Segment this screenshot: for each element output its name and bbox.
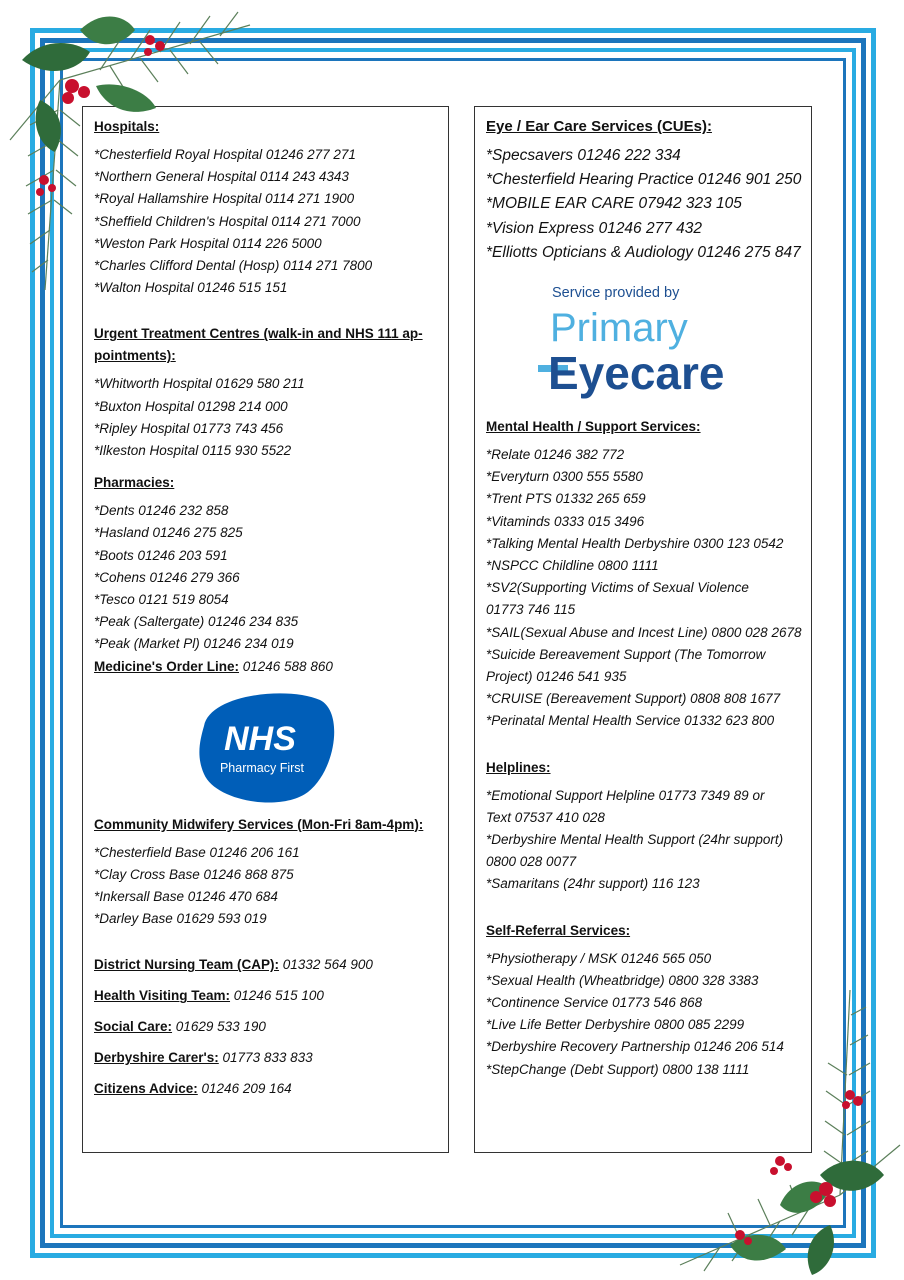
medicines-order-line-number: 01246 588 860	[239, 658, 333, 674]
holly-leaf	[96, 84, 156, 111]
list-item: *Sexual Health (Wheatbridge) 0800 328 3383	[486, 972, 759, 988]
pine-needles	[680, 990, 900, 1271]
contact-row-district-nursing	[94, 954, 437, 976]
contact-label: District Nursing Team (CAP):	[94, 957, 280, 973]
list-item: *Buxton Hospital 01298 214 000	[94, 398, 288, 414]
list-item: *Walton Hospital 01246 515 151	[94, 280, 288, 296]
self-referral-heading: Self-Referral Services:	[486, 922, 631, 938]
list-item: *Trent PTS 01332 265 659	[486, 491, 646, 507]
list-item: *CRUISE (Bereavement Support) 0808 808 1677	[486, 691, 781, 707]
urgent-heading-line1: Urgent Treatment Centres (walk-in and NHS 111 ap-	[94, 326, 423, 342]
nhs-logo-word: NHS	[223, 719, 296, 758]
list-item: *Everyturn 0300 555 5580	[486, 469, 643, 485]
list-item: *Specsavers 01246 222 334	[486, 147, 681, 164]
holly-leaf	[808, 1225, 834, 1275]
eyecare-tagline: Service provided by	[552, 285, 680, 302]
contact-number: 01246 515 100	[230, 988, 324, 1004]
holly-leaf	[80, 16, 135, 44]
contact-number: 01773 833 833	[218, 1050, 313, 1066]
list-item: *Physiotherapy / MSK 01246 565 050	[486, 950, 712, 966]
urgent-list	[94, 373, 437, 462]
helplines-heading: Helplines:	[486, 759, 551, 775]
list-item: Project) 01246 541 935	[486, 669, 627, 685]
helplines-section	[486, 757, 800, 896]
spacer	[94, 940, 437, 954]
contact-label: Citizens Advice:	[94, 1081, 198, 1097]
spacer	[486, 906, 800, 920]
list-item: *Chesterfield Royal Hospital 01246 277 271	[94, 147, 356, 162]
list-item: *Ripley Hospital 01773 743 456	[94, 420, 284, 436]
list-item: *Hasland 01246 275 825	[94, 525, 243, 541]
list-item: *SAIL(Sexual Abuse and Incest Line) 0800 028 2678	[486, 624, 802, 640]
pharmacies-list	[94, 500, 437, 655]
holly-decoration-bottom-right-icon	[670, 985, 904, 1280]
contact-row-social-care	[94, 1016, 437, 1038]
list-item: *Suicide Bereavement Support (The Tomorrow	[486, 646, 766, 662]
spacer	[486, 743, 800, 757]
list-item: *Talking Mental Health Derbyshire 0300 123 0542	[486, 535, 784, 551]
list-item: 01773 746 115	[486, 602, 576, 618]
nhs-pharmacy-first-logo	[196, 692, 336, 804]
list-item: 0800 028 0077	[486, 854, 577, 870]
primary-eyecare-logo	[536, 277, 761, 402]
list-item: *Chesterfield Hearing Practice 01246 901 250	[486, 171, 802, 189]
list-item: *Perinatal Mental Health Service 01332 623 800	[486, 713, 775, 729]
contact-number: 01629 533 190	[172, 1019, 266, 1035]
mental-health-list	[486, 444, 800, 733]
contact-row-health-visiting	[94, 985, 437, 1007]
eyecare-word-primary: Primary	[550, 306, 688, 351]
list-item: *Derbyshire Recovery Partnership 01246 206 514	[486, 1039, 784, 1055]
list-item: *Cohens 01246 279 366	[94, 569, 240, 585]
list-item: *Tesco 0121 519 8054	[94, 592, 229, 608]
contact-row-carers	[94, 1047, 437, 1069]
mental-health-heading: Mental Health / Support Services:	[486, 419, 701, 435]
holly-decoration-top-left-icon	[0, 0, 260, 300]
medicines-order-line-label: Medicine's Order Line:	[94, 658, 239, 674]
list-item: *Darley Base 01629 593 019	[94, 911, 267, 927]
list-item: *Samaritans (24hr support) 116 123	[486, 876, 700, 892]
midwifery-section	[94, 814, 437, 931]
eyecare-word-eyecare: Eyecare	[548, 347, 725, 400]
eye-ear-list	[486, 144, 800, 265]
list-item: *Derbyshire Mental Health Support (24hr support)	[486, 832, 784, 848]
contact-label: Health Visiting Team:	[94, 988, 231, 1004]
list-item: *StepChange (Debt Support) 0800 138 1111	[486, 1061, 750, 1077]
list-item: *Weston Park Hospital 0114 226 5000	[94, 235, 322, 251]
list-item: *Ilkeston Hospital 0115 930 5522	[94, 443, 292, 459]
list-item: *SV2(Supporting Victims of Sexual Violence	[486, 580, 749, 596]
urgent-treatment-section	[94, 323, 437, 462]
spacer	[94, 309, 437, 323]
list-item: *Elliotts Opticians & Audiology 01246 275 847	[486, 243, 801, 261]
list-item: *Royal Hallamshire Hospital 0114 271 1900	[94, 191, 355, 207]
list-item: *Sheffield Children's Hospital 0114 271 7000	[94, 213, 361, 229]
pharmacies-heading: Pharmacies:	[94, 475, 175, 491]
helplines-list	[486, 785, 800, 896]
mental-health-section	[486, 416, 800, 733]
list-item: *Peak (Saltergate) 01246 234 835	[94, 614, 299, 630]
list-item: *NSPCC Childline 0800 1111	[486, 558, 659, 574]
list-item: *Continence Service 01773 546 868	[486, 995, 703, 1011]
list-item: *Relate 01246 382 772	[486, 447, 625, 463]
list-item: *Northern General Hospital 0114 243 4343	[94, 169, 349, 185]
list-item: *Charles Clifford Dental (Hosp) 0114 271 7800	[94, 258, 373, 274]
list-item: *Dents 01246 232 858	[94, 503, 229, 519]
contact-row-citizens-advice	[94, 1078, 437, 1100]
contact-number: 01246 209 164	[197, 1081, 292, 1097]
midwifery-list	[94, 842, 437, 931]
contact-label: Derbyshire Carer's:	[94, 1050, 219, 1066]
contact-label: Social Care:	[94, 1019, 173, 1035]
contact-number: 01332 564 900	[279, 957, 373, 973]
list-item: *Emotional Support Helpline 01773 7349 89 or	[486, 787, 765, 803]
holly-leaf	[22, 43, 90, 71]
medicines-order-line	[94, 656, 437, 678]
pharmacies-section	[94, 472, 437, 677]
eye-ear-heading: Eye / Ear Care Services (CUEs):	[486, 118, 712, 135]
list-item: *Vitaminds 0333 015 3496	[486, 513, 645, 529]
holly-leaf	[36, 100, 61, 152]
list-item: Text 07537 410 028	[486, 809, 605, 825]
hospitals-heading: Hospitals:	[94, 119, 160, 134]
urgent-heading-line2: pointments):	[94, 348, 176, 364]
list-item: *Peak (Market Pl) 01246 234 019	[94, 636, 294, 652]
nhs-logo-sub: Pharmacy First	[219, 760, 304, 775]
list-item: *Chesterfield Base 01246 206 161	[94, 844, 300, 860]
list-item: *Clay Cross Base 01246 868 875	[94, 866, 294, 882]
eye-ear-section	[486, 116, 800, 265]
list-item: *Boots 01246 203 591	[94, 547, 228, 563]
list-item: *MOBILE EAR CARE 07942 323 105	[486, 195, 742, 213]
midwifery-heading: Community Midwifery Services (Mon-Fri 8am-4pm):	[94, 816, 424, 832]
list-item: *Inkersall Base 01246 470 684	[94, 889, 278, 905]
contacts-section	[94, 954, 437, 1100]
list-item: *Whitworth Hospital 01629 580 211	[94, 376, 305, 392]
list-item: *Live Life Better Derbyshire 0800 085 2299	[486, 1017, 745, 1033]
list-item: *Vision Express 01246 277 432	[486, 219, 703, 237]
